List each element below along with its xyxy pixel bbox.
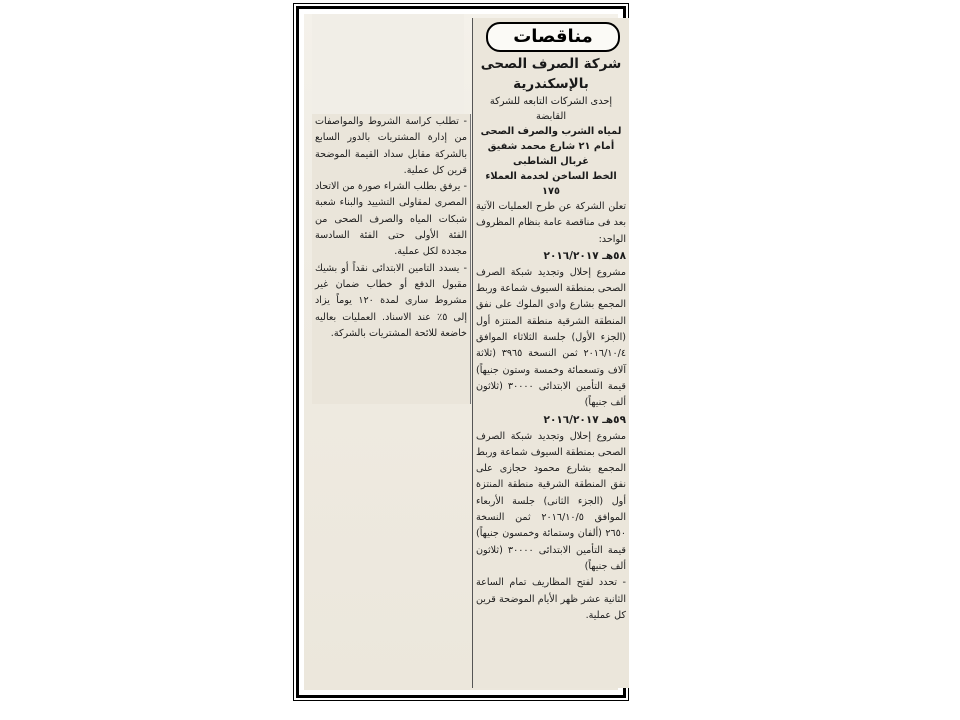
closing-note: - تحدد لفتح المظاريف تمام الساعة الثانية عشر ظهر الأيام الموضحة قرين كل عملية. (476, 577, 626, 621)
tender-body: مشروع إحلال وتجديد شبكة الصرف الصحى بمنطقة السيوف شماعة وربط المجمع بشارع وادى الملوك على نفق المنطقة الشرقية منطقة المنتزة أول (الجزء الأول) جلسة الثلاثاء الموافق ٢٠١٦/١٠/٤ ثمن النسخة ٣٩٦٥ (ثلاثة آلاف وتسعمائة وخمسة وستون جنيهاً) قيمة التأمين الابتدائى ٣٠٠٠٠ (ثلاثون ألف جنيهاً) (476, 266, 626, 409)
company-name: شركة الصرف الصحى بالإسكندرية (480, 56, 622, 92)
intro-text: تعلن الشركة عن طرح العمليات الآتية بعد فى مناقصة عامة بنظام المظروف الواحد: (476, 201, 626, 245)
address-line: أمام ٢١ شارع محمد شفيق غربال الشاطبى (487, 141, 615, 167)
tender-ref: ٥٩هـ ٢٠١٦/٢٠١٧ (543, 413, 626, 426)
clipping-frame (296, 6, 626, 698)
condition-paragraph: - يسدد التامين الابتدائى نقداً أو بشيك مقبول الدفع أو خطاب ضمان غير مشروط سارى لمدة ١٢٠ يوماً يزاد إلى ٥٪ عند الاسناد. العمليات بعاليه خاضعة للائحة المشتريات بالشركة. (315, 262, 467, 339)
subtitle-line: لمياه الشرب والصرف الصحى (480, 126, 622, 137)
section-banner: مناقصات (486, 22, 620, 52)
blank-area (312, 14, 464, 114)
condition-paragraph: - يرفق بطلب الشراء صورة من الاتحاد المصرى لمقاولى التشييد والبناء شعبة شبكات المياه والصرف الصحى من الفئة الأولى حتى الفئة السادسة مجددة لكل عملية. (315, 181, 467, 258)
condition-paragraph: - تطلب كراسة الشروط والمواصفات من إدارة المشتريات بالدور السابع بالشركة مقابل سداد القيمة الموضحة قرين كل عملية. (315, 116, 467, 176)
hotline-line: الخط الساخن لخدمة العملاء ١٧٥ (485, 171, 617, 197)
left-column (312, 114, 471, 404)
tender-body: مشروع إحلال وتجديد شبكة الصرف الصحى بمنطقة السيوف شماعة وربط المجمع بشارع محمود حجازى على نفق المنطقة الشرقية منطقة المنتزة أول (الجزء الثانى) جلسة الأربعاء الموافق ٢٠١٦/١٠/٥ ثمن النسخة ٢٦٥٠ (ألفان وستمائة وخمسون جنيهاً) قيمة التأمين الابتدائى ٣٠٠٠٠ (ثلاثون ألف جنيهاً) (476, 430, 626, 572)
subtitle-line: إحدى الشركات التابعه للشركة القابضة (489, 96, 613, 122)
right-column (472, 18, 629, 688)
newspaper-clipping (304, 14, 626, 690)
tender-ref: ٥٨هـ ٢٠١٦/٢٠١٧ (543, 249, 626, 262)
